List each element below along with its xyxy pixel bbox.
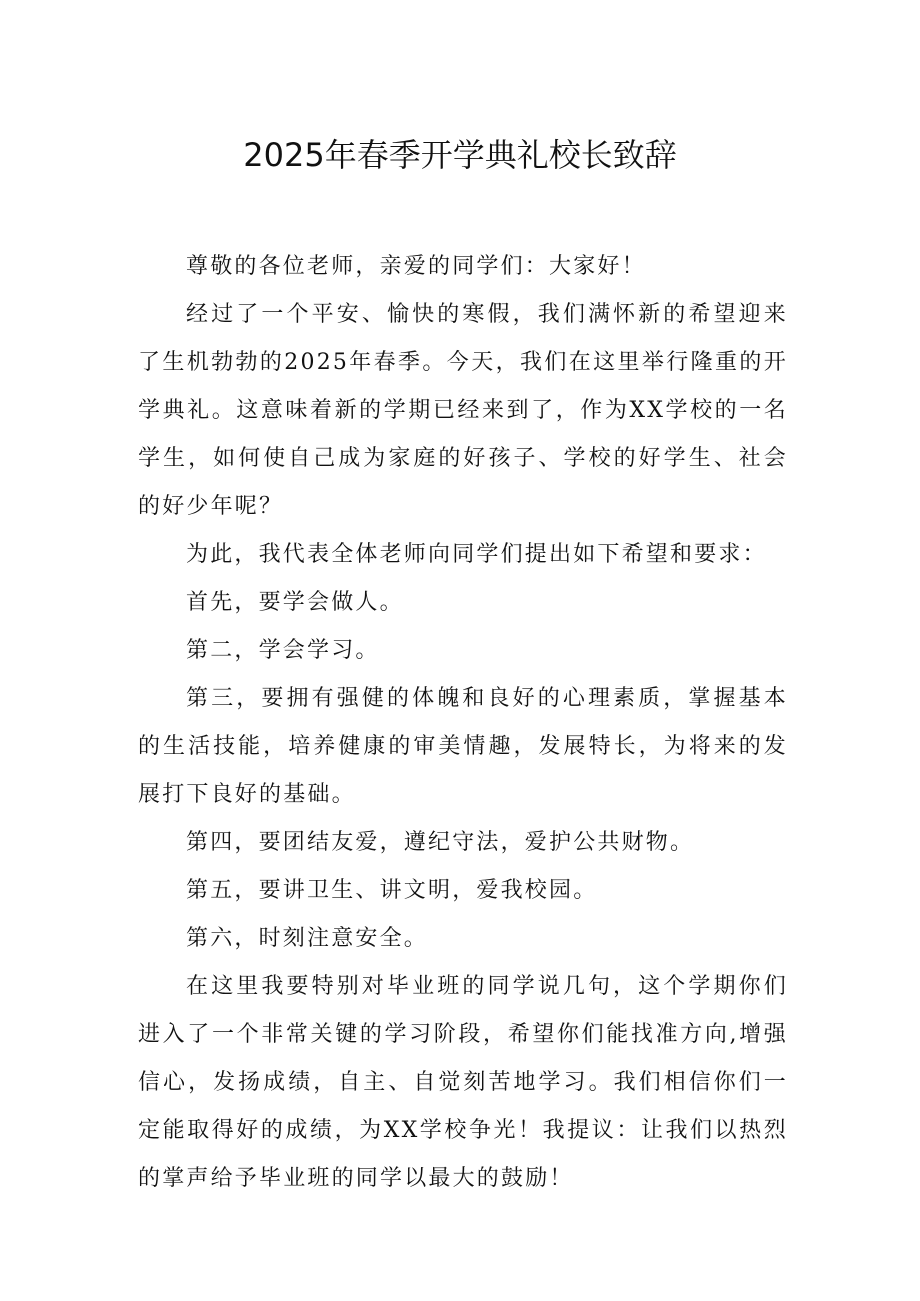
document-body xyxy=(138,243,788,1203)
paragraph-intro: 经过了一个平安、愉快的寒假，我们满怀新的希望迎来了生机勃勃的2025年春季。今天，我们在这里举行隆重的开学典礼。这意味着新的学期已经来到了，作为XX学校的一名学生，如何使自己成为家庭的好孩子、学校的好学生、社会的好少年呢？ xyxy=(138,302,788,519)
paragraph-graduates: 在这里我要特别对毕业班的同学说几句，这个学期你们进入了一个非常关键的学习阶段，希望你们能找准方向,增强信心，发扬成绩，自主、自觉刻苦地学习。我们相信你们一定能取得好的成绩，为XX学校争光！我提议：让我们以热烈的掌声给予毕业班的同学以最大的鼓励！ xyxy=(138,974,788,1191)
paragraph-greeting: 尊敬的各位老师，亲爱的同学们：大家好！ xyxy=(186,254,646,279)
paragraph-sixth: 第六，时刻注意安全。 xyxy=(186,926,429,951)
paragraph-requirements-lead: 为此，我代表全体老师向同学们提出如下希望和要求： xyxy=(186,542,767,567)
paragraph-fourth: 第四，要团结友爱，遵纪守法，爱护公共财物。 xyxy=(186,830,695,855)
paragraph-fifth: 第五，要讲卫生、讲文明，爱我校园。 xyxy=(186,878,598,903)
paragraph-third: 第三，要拥有强健的体魄和良好的心理素质，掌握基本的生活技能，培养健康的审美情趣，发展特长，为将来的发展打下良好的基础。 xyxy=(138,686,788,807)
document-title: 2025年春季开学典礼校长致辞 xyxy=(243,136,677,174)
paragraph-second: 第二，学会学习。 xyxy=(186,638,380,663)
paragraph-first: 首先，要学会做人。 xyxy=(186,590,404,615)
